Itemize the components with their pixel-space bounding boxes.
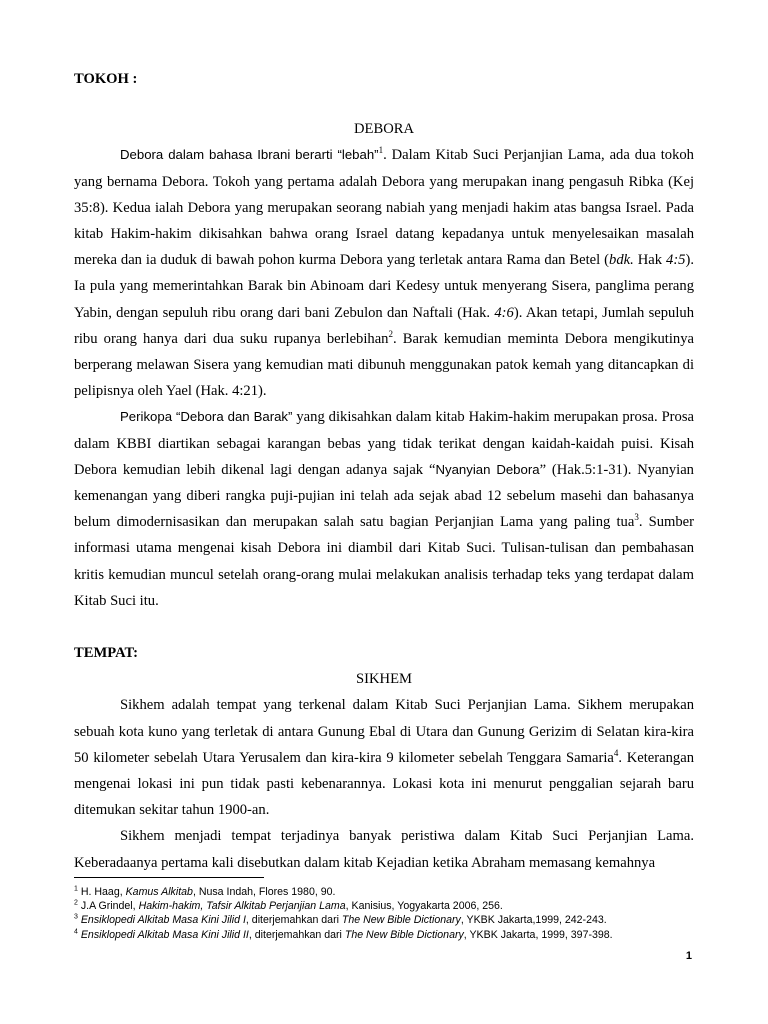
footnote-number: 4 bbox=[74, 928, 78, 936]
subsection-title-debora: DEBORA bbox=[354, 121, 414, 138]
footnote-2 bbox=[74, 899, 714, 913]
paragraph-debora-1 bbox=[74, 142, 694, 404]
footnote-text: , diterjemahkan dari bbox=[245, 914, 342, 927]
paragraph-emphasis: bdk. bbox=[609, 252, 634, 269]
paragraph-text: . Keterangan mengenai lokasi ini pun tidak pasti kebenarannya. Lokasi kota ini menurut penggalian sejarah baru ditemukan sekitar tahun 1900-an. bbox=[74, 749, 694, 819]
paragraph-sikhem-2 bbox=[74, 823, 694, 875]
paragraph-text: . Dalam Kitab Suci Perjanjian Lama, ada dua tokoh yang bernama Debora. Tokoh yang pertama adalah Debora yang merupakan inang pengasuh Ribka (Kej 35:8). Kedua ialah Debora yang merupakan seorang nabiah yang menjadi hakim atas bangsa Israel. Pada kitab Hakim-hakim dikisahkan bahwa orang Israel datang kepadanya untuk menyelesaikan masalah mereka dan ia duduk di bawah pohon kurma Debora yang terletak antara Rama dan Betel ( bbox=[74, 147, 694, 269]
section-heading-tokoh: TOKOH : bbox=[74, 71, 138, 87]
footnote-text: , Kanisius, Yogyakarta 2006, 256. bbox=[345, 900, 503, 913]
footnote-number: 2 bbox=[74, 899, 78, 907]
paragraph-text: ). Ia pula yang memerintahkan Barak bin Abinoam dari Kedesy untuk menyerang Sisera, panglima perang Yabin, dengan sepuluh ribu orang dari bani Zebulon dan Naftali (Hak. bbox=[74, 252, 694, 321]
paragraph-text: Sikhem adalah tempat yang terkenal dalam Kitab Suci Perjanjian Lama. Sikhem merupakan sebuah kota kuno yang terletak di antara Gunung Ebal di Utara dan Gunung Gerizim di Selatan kira-kira 50 kilometer sebelah Utara Yerusalem dan kira-kira 9 kilometer sebelah Tenggara Samaria bbox=[74, 697, 694, 766]
footnote-separator bbox=[74, 877, 264, 878]
paragraph-text: yang dikisahkan dalam kitab Hakim-hakim merupakan prosa. Prosa dalam KBBI diartikan sebagai karangan bebas yang tidak terikat dengan kaidah-kaidah puisi. Kisah Debora kemudian lebih dikenal lagi dengan adanya sajak “ bbox=[74, 409, 694, 478]
paragraph-emphasis: 4:5 bbox=[666, 252, 686, 269]
footnote-number: 3 bbox=[74, 913, 78, 921]
paragraph-text: Sikhem menjadi tempat terjadinya banyak peristiwa dalam Kitab Suci Perjanjian Lama. Keberadaanya pertama kali disebutkan dalam kitab Kejadian ketika Abraham memasang kemahnya bbox=[74, 828, 694, 871]
footnote-title: Ensiklopedi Alkitab Masa Kini Jilid I bbox=[80, 914, 246, 927]
paragraph-text: ” (Hak.5:1-31). Nyanyian kemenangan yang diberi rangka puji-pujian ini telah ada sejak abad 12 sebelum masehi dan bahasanya belum dimodernisasikan dan merupakan salah satu bagian Perjanjian Lama yang paling tua bbox=[74, 461, 694, 531]
footnote-ref-3[interactable]: 3 bbox=[634, 512, 639, 523]
paragraph-debora-2 bbox=[74, 404, 694, 614]
paragraph-sikhem-1 bbox=[74, 692, 694, 823]
footnote-ref-4[interactable]: 4 bbox=[613, 748, 619, 759]
page-number: 1 bbox=[685, 950, 692, 962]
footnote-4 bbox=[74, 928, 714, 942]
paragraph-text: Hak bbox=[633, 252, 667, 269]
footnote-title: Kamus Alkitab bbox=[125, 886, 193, 898]
footnote-1 bbox=[74, 885, 714, 899]
footnote-title: The New Bible Dictionary bbox=[344, 928, 464, 941]
footnote-text: , YKBK Jakarta,1999, 242-243. bbox=[460, 914, 607, 927]
footnote-title: Ensiklopedi Alkitab Masa Kini Jilid II bbox=[80, 928, 249, 941]
footnote-ref-1[interactable]: 1 bbox=[378, 145, 384, 156]
footnotes bbox=[74, 885, 714, 942]
footnote-title: Hakim-hakim, Tafsir Alkitab Perjanjian Lama bbox=[138, 900, 346, 913]
paragraph-text: Nyanyian Debora bbox=[435, 461, 540, 477]
footnote-text: , diterjemahkan dari bbox=[248, 928, 345, 941]
footnote-number: 1 bbox=[74, 885, 78, 893]
section-heading-tempat: TEMPAT: bbox=[74, 645, 139, 662]
paragraph-text: Debora dalam bahasa Ibrani berarti “lebah” bbox=[120, 147, 379, 163]
paragraph-text: . Sumber informasi utama mengenai kisah Debora ini diambil dari Kitab Suci. Tulisan-tulisan dan pembahasan kritis kemudian muncul setelah orang-orang mulai melakukan analisis terhadap teks yang terdapat dalam Kitab Suci itu. bbox=[74, 514, 694, 609]
paragraph-emphasis: 4:6 bbox=[494, 304, 514, 321]
paragraph-text: . Barak kemudian meminta Debora mengikutinya berperang melawan Sisera yang kemudian mati dibunuh menggunakan patok kemah yang ditancapkan di pelipisnya oleh Yael (Hak. 4:21). bbox=[74, 330, 694, 400]
paragraph-text: ). Akan tetapi, Jumlah sepuluh ribu orang hanya dari dua suku rupanya berlebihan bbox=[74, 304, 695, 347]
footnote-text: H. Haag, bbox=[77, 886, 126, 898]
footnote-3 bbox=[74, 913, 714, 927]
subsection-title-sikhem: SIKHEM bbox=[356, 671, 412, 688]
footnote-title: The New Bible Dictionary bbox=[341, 914, 461, 927]
page-body bbox=[74, 66, 694, 876]
footnote-ref-2[interactable]: 2 bbox=[388, 328, 393, 339]
footnote-text: J.A Grindel, bbox=[77, 900, 139, 913]
footnote-text: , Nusa Indah, Flores 1980, 90. bbox=[192, 886, 336, 898]
footnote-text: , YKBK Jakarta, 1999, 397-398. bbox=[463, 928, 613, 941]
paragraph-text: Perikopa “Debora dan Barak” bbox=[120, 409, 293, 425]
